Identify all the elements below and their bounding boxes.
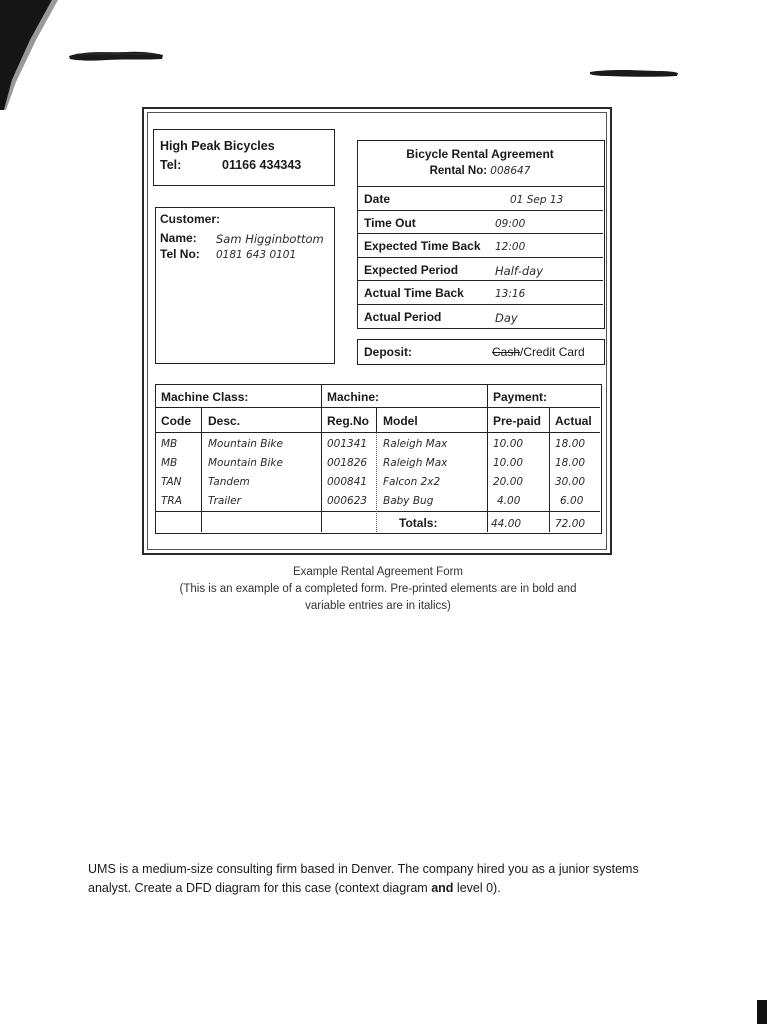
table-col-line [549,407,550,532]
customer-name-label: Name: [160,231,197,245]
question-line2-end: level 0). [453,881,501,895]
table-col-line [487,384,488,532]
table-divider [155,432,600,433]
expected-period-value: Half-day [495,264,544,278]
details-divider [357,233,603,234]
customer-tel-label: Tel No: [160,247,200,261]
expected-period-label: Expected Period [364,263,459,277]
table-row-desc: Mountain Bike [208,438,283,450]
rental-no-label: Rental No: [429,165,488,177]
table-col-line [376,407,377,432]
table-row-prepaid: 10.00 [493,457,524,469]
col-regno: Reg.No [327,414,369,428]
customer-heading: Customer: [160,212,221,226]
caption-note-line2: variable entries are in italics) [305,600,451,612]
deposit-value [492,345,585,359]
question-and-emphasis: and [431,881,454,895]
col-code: Code [161,414,191,428]
table-row-actual: 30.00 [555,476,586,488]
machine-class-header: Machine Class: [161,390,249,404]
table-row-model: Falcon 2x2 [383,476,441,488]
table-divider [155,407,600,408]
table-row-desc: Trailer [208,495,241,507]
expected-time-back-label: Expected Time Back [364,239,481,253]
customer-tel-value: 0181 643 0101 [216,249,297,261]
payment-header: Payment: [493,390,548,404]
table-row-prepaid: 20.00 [493,476,524,488]
table-divider [155,511,600,512]
total-actual: 72.00 [555,518,586,530]
company-tel-value: 01166 434343 [222,158,302,172]
deposit-cash-struck: Cash [492,345,521,359]
table-row-regno: 001826 [327,457,368,469]
table-row-actual: 18.00 [555,457,586,469]
table-row-regno: 000841 [327,476,368,488]
table-row-desc: Tandem [208,476,250,488]
actual-period-label: Actual Period [364,310,442,324]
rental-no-value: 008647 [490,165,531,177]
deposit-label: Deposit: [364,345,412,359]
table-row-code: MB [161,457,178,469]
form-caption [140,564,616,615]
table-row-model: Raleigh Max [383,438,448,450]
table-col-line [201,407,202,532]
table-row-model: Raleigh Max [383,457,448,469]
rental-number [357,164,603,178]
date-value: 01 Sep 13 [510,194,564,206]
details-divider [357,210,603,211]
table-row-code: TRA [161,495,182,507]
details-divider [357,257,603,258]
company-tel-label: Tel: [160,158,182,172]
question-line2 [88,879,688,898]
col-desc: Desc. [208,414,241,428]
machine-header: Machine: [327,390,380,404]
scan-corner-shadow [0,0,60,110]
redaction-mark-left [67,46,165,64]
table-row-desc: Mountain Bike [208,457,283,469]
caption-note-line1: (This is an example of a completed form. Pre-printed elements are in bold and [179,583,577,595]
question-line1: UMS is a medium-size consulting firm based in Denver. The company hired you as a junior systems [88,862,639,876]
total-prepaid: 44.00 [491,518,522,530]
redaction-mark-right [588,66,680,80]
table-row-code: TAN [161,476,182,488]
time-out-value: 09:00 [495,218,526,230]
expected-time-back-value: 12:00 [495,241,526,253]
col-prepaid: Pre-paid [493,414,542,428]
table-row-model: Baby Bug [383,495,434,507]
caption-title: Example Rental Agreement Form [292,566,464,578]
details-divider [357,280,603,281]
table-row-actual: 18.00 [555,438,586,450]
date-label: Date [364,192,391,206]
table-row-regno: 000623 [327,495,368,507]
table-col-line [321,384,322,532]
table-row-actual: 6.00 [560,495,584,507]
table-row-prepaid: 10.00 [493,438,524,450]
customer-name-value: Sam Higginbottom [216,232,324,246]
deposit-credit-card: /Credit Card [520,345,585,359]
table-row-regno: 001341 [327,438,368,450]
col-model: Model [383,414,418,428]
company-name: High Peak Bicycles [160,139,275,153]
question-line2-start: analyst. Create a DFD diagram for this case (context diagram [88,881,432,895]
assignment-question [88,860,688,898]
col-actual: Actual [555,414,592,428]
time-out-label: Time Out [364,216,416,230]
table-col-line [376,432,377,532]
table-row-prepaid: 4.00 [497,495,521,507]
totals-label: Totals: [399,516,438,530]
actual-time-back-value: 13:16 [495,288,526,300]
actual-period-value: Day [495,311,518,325]
actual-time-back-label: Actual Time Back [364,286,464,300]
agreement-title: Bicycle Rental Agreement [406,147,554,161]
scan-edge-mark [757,1000,767,1024]
details-divider [357,304,603,305]
table-row-code: MB [161,438,178,450]
